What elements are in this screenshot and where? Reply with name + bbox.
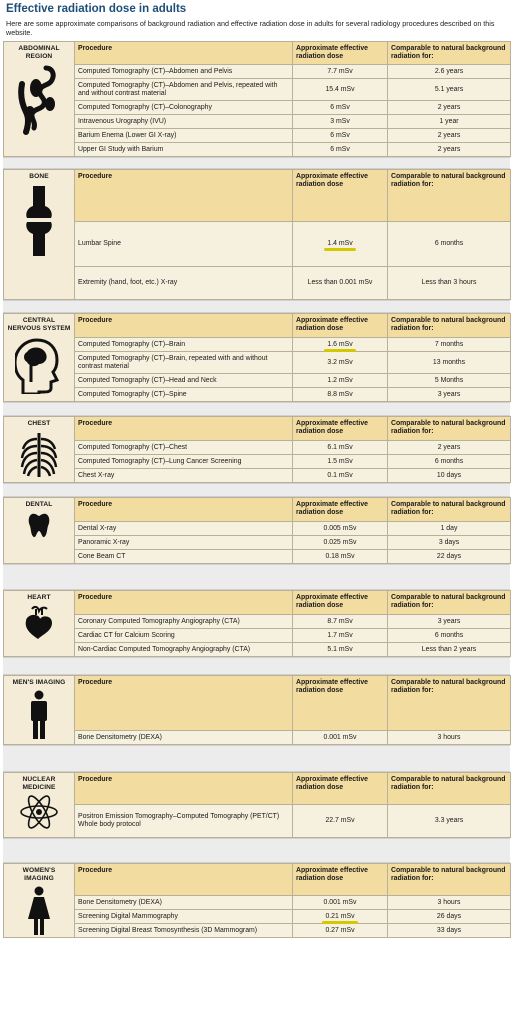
section-table [3,169,511,300]
comparable-cell: 3 hours [388,731,511,745]
comparable-header: Comparable to natural background radiation for: [388,676,511,731]
table-row [4,896,511,910]
section-header-row [4,42,511,65]
comparable-cell: 3.3 years [388,805,511,838]
heart-icon [7,605,71,639]
section-gap [3,402,510,416]
dose-cell: 0.1 mSv [293,469,388,483]
comparable-cell: 2 years [388,143,511,157]
knee-bone-icon [7,184,71,258]
table-row [4,65,511,79]
comparable-cell: 33 days [388,924,511,938]
dose-cell: 0.005 mSv [293,522,388,536]
table-row [4,338,511,352]
dose-cell: 3 mSv [293,115,388,129]
comparable-cell: 1 day [388,522,511,536]
dose-cell: 22.7 mSv [293,805,388,838]
comparable-cell: 2.6 years [388,65,511,79]
table-row [4,79,511,101]
dose-header: Approximate effective radiation dose [293,773,388,805]
category-cell [4,314,75,402]
dose-header: Approximate effective radiation dose [293,676,388,731]
comparable-cell: 3 hours [388,896,511,910]
procedure-cell: Screening Digital Mammography [75,910,293,924]
procedure-cell: Dental X-ray [75,522,293,536]
category-cell [4,591,75,657]
dose-header: Approximate effective radiation dose [293,864,388,896]
dose-value: 1.4 mSv [327,240,353,247]
dose-cell [293,222,388,267]
comparable-cell: Less than 2 years [388,643,511,657]
dose-cell [293,338,388,352]
procedure-header: Procedure [75,864,293,896]
comparable-header: Comparable to natural background radiation for: [388,591,511,615]
procedure-cell: Computed Tomography (CT)–Colonography [75,101,293,115]
section-header-row [4,773,511,805]
section-header-row [4,170,511,222]
atom-icon [7,795,71,829]
dose-header: Approximate effective radiation dose [293,591,388,615]
dose-cell: 0.001 mSv [293,731,388,745]
section-table [3,497,511,564]
comparable-cell: 26 days [388,910,511,924]
comparable-cell: Less than 3 hours [388,267,511,300]
dose-cell: 8.7 mSv [293,615,388,629]
table-row [4,731,511,745]
comparable-cell: 6 months [388,455,511,469]
procedure-header: Procedure [75,42,293,65]
dose-cell: 1.5 mSv [293,455,388,469]
procedure-cell: Bone Densitometry (DEXA) [75,731,293,745]
category-name: NUCLEAR MEDICINE [22,776,56,791]
tooth-icon [7,512,71,538]
ribcage-icon [7,431,71,479]
procedure-cell: Computed Tomography (CT)–Lung Cancer Screening [75,455,293,469]
procedure-cell: Chest X-ray [75,469,293,483]
procedure-header: Procedure [75,773,293,805]
comparable-cell: 10 days [388,469,511,483]
dose-cell: 0.001 mSv [293,896,388,910]
dose-cell: 1.2 mSv [293,374,388,388]
dose-cell [293,910,388,924]
section-table [3,41,511,157]
comparable-header: Comparable to natural background radiation for: [388,417,511,441]
dose-cell: 0.025 mSv [293,536,388,550]
section-header-row [4,498,511,522]
dose-cell: 8.8 mSv [293,388,388,402]
procedure-cell: Computed Tomography (CT)–Spine [75,388,293,402]
table-row [4,469,511,483]
section-gap [3,483,510,497]
table-row [4,267,511,300]
dose-header: Approximate effective radiation dose [293,170,388,222]
category-cell [4,498,75,564]
comparable-header: Comparable to natural background radiation for: [388,170,511,222]
procedure-cell: Bone Densitometry (DEXA) [75,896,293,910]
table-row [4,805,511,838]
abdomen-icon [7,64,71,136]
table-row [4,643,511,657]
section-table [3,590,511,657]
section-header-row [4,591,511,615]
section-header-row [4,676,511,731]
category-name: BONE [29,173,49,180]
comparable-cell: 7 months [388,338,511,352]
section-table [3,675,511,745]
procedure-cell: Lumbar Spine [75,222,293,267]
procedure-cell: Computed Tomography (CT)–Head and Neck [75,374,293,388]
procedure-cell: Cardiac CT for Calcium Scoring [75,629,293,643]
procedure-cell: Positron Emission Tomography–Computed Tomography (PET/CT) Whole body protocol [75,805,293,838]
comparable-header: Comparable to natural background radiation for: [388,498,511,522]
section-gap [3,657,510,675]
category-name: MEN'S IMAGING [12,679,66,686]
procedure-header: Procedure [75,591,293,615]
category-cell [4,417,75,483]
procedure-header: Procedure [75,170,293,222]
page-title: Effective radiation dose in adults [6,3,187,15]
procedure-cell: Intravenous Urography (IVU) [75,115,293,129]
dose-cell: 6 mSv [293,101,388,115]
dose-cell: 7.7 mSv [293,65,388,79]
woman-figure-icon [7,886,71,936]
category-name: CENTRAL NERVOUS SYSTEM [7,317,71,332]
table-row [4,441,511,455]
procedure-cell: Coronary Computed Tomography Angiography (CTA) [75,615,293,629]
comparable-cell: 5.1 years [388,79,511,101]
procedure-header: Procedure [75,314,293,338]
section-header-row [4,864,511,896]
section-header-row [4,314,511,338]
section-gap [3,564,510,590]
dose-cell: 6.1 mSv [293,441,388,455]
dose-cell: 15.4 mSv [293,79,388,101]
highlighted-dose [325,913,354,921]
table-row [4,388,511,402]
procedure-header: Procedure [75,498,293,522]
dose-tables [3,41,510,938]
highlighted-dose [327,341,352,349]
highlight-underline [322,921,357,924]
table-row [4,550,511,564]
table-row [4,222,511,267]
category-name: DENTAL [25,501,53,508]
section-header-row [4,417,511,441]
comparable-cell: 2 years [388,101,511,115]
table-row [4,129,511,143]
intro-text: Here are some approximate comparisons of background radiation and effective radiation dose in adults for several radiology procedures described on this website. [6,19,495,37]
section-gap [3,157,510,169]
comparable-cell: 3 days [388,536,511,550]
comparable-cell: 3 years [388,615,511,629]
dose-header: Approximate effective radiation dose [293,417,388,441]
category-cell [4,42,75,157]
dose-value: 0.21 mSv [325,912,355,920]
category-cell [4,864,75,938]
comparable-cell: 6 months [388,222,511,267]
comparable-header: Comparable to natural background radiation for: [388,42,511,65]
category-name: ABDOMINAL REGION [18,45,60,60]
section-table [3,313,511,402]
table-row [4,615,511,629]
procedure-cell: Computed Tomography (CT)–Abdomen and Pelvis, repeated with and without contrast material [75,79,293,101]
section-table [3,416,511,483]
dose-cell: 0.18 mSv [293,550,388,564]
dose-value: 1.6 mSv [327,340,353,348]
dose-header: Approximate effective radiation dose [293,314,388,338]
table-row [4,352,511,374]
dose-cell: Less than 0.001 mSv [293,267,388,300]
procedure-cell: Extremity (hand, foot, etc.) X-ray [75,267,293,300]
table-row [4,374,511,388]
section-table [3,863,511,938]
man-figure-icon [7,690,71,740]
procedure-cell: Panoramic X-ray [75,536,293,550]
procedure-cell: Computed Tomography (CT)–Chest [75,441,293,455]
procedure-header: Procedure [75,676,293,731]
highlighted-dose [327,240,352,248]
category-name: WOMEN'S IMAGING [22,867,56,882]
comparable-header: Comparable to natural background radiation for: [388,864,511,896]
procedure-cell: Computed Tomography (CT)–Brain [75,338,293,352]
comparable-header: Comparable to natural background radiation for: [388,773,511,805]
table-row [4,455,511,469]
comparable-cell: 6 months [388,629,511,643]
category-cell [4,676,75,745]
procedure-cell: Upper GI Study with Barium [75,143,293,157]
procedure-cell: Barium Enema (Lower GI X-ray) [75,129,293,143]
procedure-cell: Non-Cardiac Computed Tomography Angiography (CTA) [75,643,293,657]
comparable-header: Comparable to natural background radiation for: [388,314,511,338]
category-name: HEART [27,594,51,601]
dose-cell: 3.2 mSv [293,352,388,374]
table-row [4,115,511,129]
comparable-cell: 22 days [388,550,511,564]
table-row [4,536,511,550]
table-row [4,101,511,115]
procedure-cell: Cone Beam CT [75,550,293,564]
section-gap [3,300,510,313]
category-cell [4,773,75,838]
table-row [4,629,511,643]
comparable-cell: 5 Months [388,374,511,388]
comparable-cell: 13 months [388,352,511,374]
comparable-cell: 3 years [388,388,511,402]
table-row [4,522,511,536]
comparable-cell: 2 years [388,441,511,455]
table-row [4,143,511,157]
dose-header: Approximate effective radiation dose [293,498,388,522]
highlight-underline [324,248,355,251]
dose-cell: 0.27 mSv [293,924,388,938]
table-row [4,924,511,938]
section-table [3,772,511,838]
head-brain-icon [7,336,71,394]
procedure-cell: Computed Tomography (CT)–Abdomen and Pelvis [75,65,293,79]
procedure-header: Procedure [75,417,293,441]
dose-header: Approximate effective radiation dose [293,42,388,65]
category-cell [4,170,75,300]
section-gap [3,745,510,772]
dose-cell: 5.1 mSv [293,643,388,657]
section-gap [3,838,510,863]
dose-cell: 6 mSv [293,129,388,143]
procedure-cell: Screening Digital Breast Tomosynthesis (3D Mammogram) [75,924,293,938]
dose-cell: 6 mSv [293,143,388,157]
highlight-underline [324,349,355,352]
procedure-cell: Computed Tomography (CT)–Brain, repeated with and without contrast material [75,352,293,374]
category-name: CHEST [27,420,51,427]
comparable-cell: 1 year [388,115,511,129]
dose-cell: 1.7 mSv [293,629,388,643]
table-row [4,910,511,924]
comparable-cell: 2 years [388,129,511,143]
